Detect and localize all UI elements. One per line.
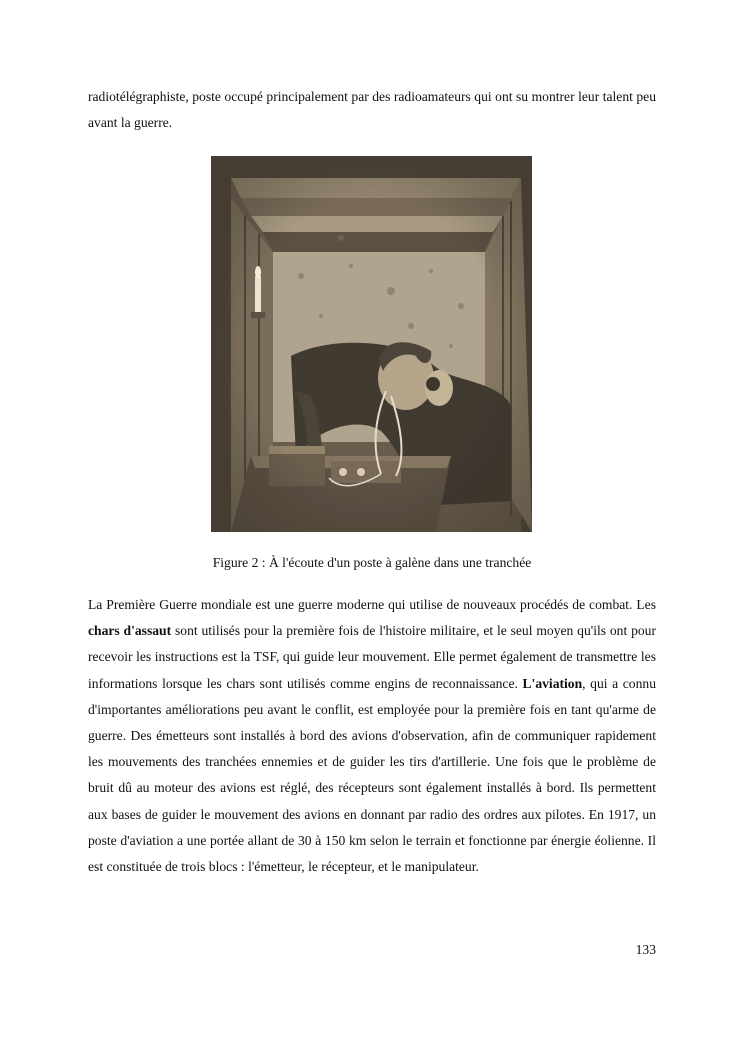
intro-paragraph: radiotélégraphiste, poste occupé principalement par des radioamateurs qui ont su montrer leur talent peu avant la guerre. [88, 89, 656, 131]
page-number: 133 [635, 942, 656, 957]
trench-radio-photo [211, 156, 532, 532]
main-paragraph-text-3: , qui a connu d'importantes améliorations peu avant le conflit, est employée pour la première fois en tant qu'arme de guerre. Des émetteurs sont installés à bord des avions d'observation, afin de communiquer rapidement les mouvements des tranchées ennemies et de guider les tirs d'artillerie. Une fois que le problème de bruit dû au moteur des avions est réglé, des récepteurs sont également installés à bord. Ils permettent aux bases de guider le mouvement des avions en donnant par radio des ordres aux pilotes. En 1917, un poste d'aviation a une portée allant de 30 à 150 km selon le terrain et fonctionne par énergie éolienne. Il est constituée de trois blocs : l'émetteur, le récepteur, et le manipulateur. [88, 675, 656, 875]
term-aviation: L'aviation [522, 675, 583, 691]
figure-caption: Figure 2 : À l'écoute d'un poste à galène dans une tranchée [212, 555, 532, 570]
main-paragraph [88, 592, 656, 880]
term-chars-dassaut: chars d'assaut [88, 623, 172, 639]
main-paragraph-text-1: La Première Guerre mondiale est une guerre moderne qui utilise de nouveaux procédés de combat. Les [88, 597, 656, 612]
main-paragraph-text-2: sont utilisés pour la première fois de l'histoire militaire, et le seul moyen qu'ils ont pour recevoir les instructions est la TSF, qui guide leur mouvement. Elle permet également de transmettre les informations lorsque les chars sont utilisés comme engins de reconnaissance. [88, 623, 656, 691]
